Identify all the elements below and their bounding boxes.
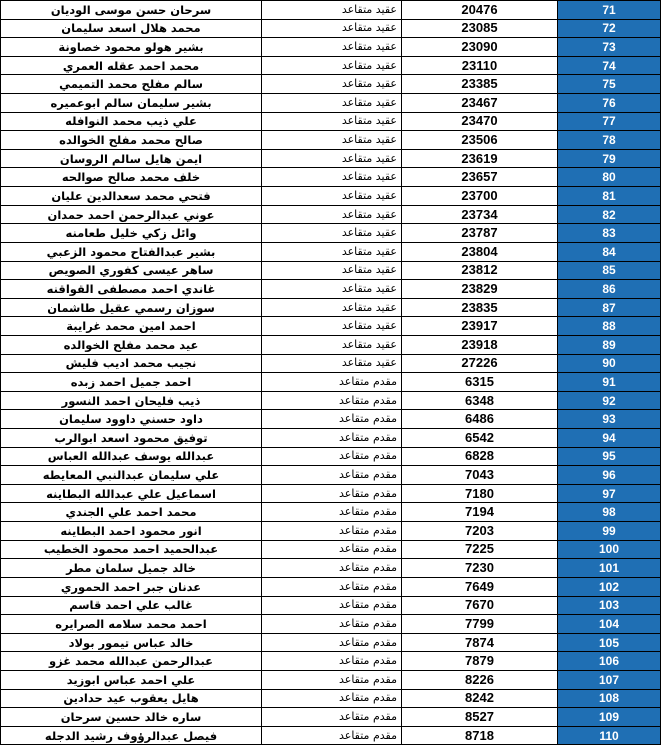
person-name-cell: ايمن هايل سالم الروسان (1, 149, 262, 168)
rank-cell: عقيد متقاعد (262, 56, 402, 75)
table-row (1, 596, 661, 615)
rank-cell: عقيد متقاعد (262, 19, 402, 38)
rank-cell: مقدم متقاعد (262, 577, 402, 596)
service-number-cell: 23804 (402, 242, 558, 261)
sequence-number-cell: 96 (558, 466, 661, 485)
person-name-cell: احمد امين محمد غرايبة (1, 317, 262, 336)
rank-cell: عقيد متقاعد (262, 187, 402, 206)
table-row (1, 354, 661, 373)
person-name-cell: توفيق محمود اسعد ابوالرب (1, 429, 262, 448)
service-number-cell: 7649 (402, 577, 558, 596)
service-number-cell: 7180 (402, 484, 558, 503)
service-number-cell: 23470 (402, 112, 558, 131)
sequence-number-cell: 97 (558, 484, 661, 503)
service-number-cell: 23829 (402, 280, 558, 299)
sequence-number-cell: 75 (558, 75, 661, 94)
rank-cell: عقيد متقاعد (262, 1, 402, 20)
person-name-cell: داود حسني داوود سليمان (1, 410, 262, 429)
table-row (1, 391, 661, 410)
table-row (1, 56, 661, 75)
rank-cell: مقدم متقاعد (262, 429, 402, 448)
table-row (1, 577, 661, 596)
table-row (1, 75, 661, 94)
service-number-cell: 23085 (402, 19, 558, 38)
table-row (1, 224, 661, 243)
person-name-cell: خالد جميل سلمان مطر (1, 559, 262, 578)
person-name-cell: نجيب محمد اديب فليش (1, 354, 262, 373)
table-row (1, 429, 661, 448)
rank-cell: مقدم متقاعد (262, 615, 402, 634)
table-row (1, 298, 661, 317)
person-name-cell: خالد عباس تيمور بولاد (1, 633, 262, 652)
rank-cell: مقدم متقاعد (262, 391, 402, 410)
table-row (1, 633, 661, 652)
person-name-cell: ساره خالد حسين سرحان (1, 708, 262, 727)
person-name-cell: اسماعيل علي عبدالله البطاينه (1, 484, 262, 503)
table-row (1, 615, 661, 634)
sequence-number-cell: 109 (558, 708, 661, 727)
rank-cell: مقدم متقاعد (262, 708, 402, 727)
service-number-cell: 23700 (402, 187, 558, 206)
table-row (1, 19, 661, 38)
table-row (1, 503, 661, 522)
person-name-cell: سالم مفلح محمد التميمي (1, 75, 262, 94)
rank-cell: عقيد متقاعد (262, 280, 402, 299)
table-row (1, 168, 661, 187)
table-row (1, 559, 661, 578)
rank-cell: مقدم متقاعد (262, 689, 402, 708)
table-row (1, 261, 661, 280)
person-name-cell: فيصل عبدالرؤوف رشيد الدجله (1, 726, 262, 745)
table-row (1, 1, 661, 20)
rank-cell: مقدم متقاعد (262, 540, 402, 559)
service-number-cell: 7799 (402, 615, 558, 634)
service-number-cell: 7879 (402, 652, 558, 671)
person-name-cell: عوني عبدالرحمن احمد حمدان (1, 205, 262, 224)
sequence-number-cell: 93 (558, 410, 661, 429)
table-row (1, 522, 661, 541)
rank-cell: عقيد متقاعد (262, 224, 402, 243)
rank-cell: مقدم متقاعد (262, 726, 402, 745)
sequence-number-cell: 94 (558, 429, 661, 448)
person-name-cell: غاندي احمد مصطفى القواقنه (1, 280, 262, 299)
rank-cell: مقدم متقاعد (262, 447, 402, 466)
table-row (1, 317, 661, 336)
person-name-cell: محمد احمد عقله العمري (1, 56, 262, 75)
table-row (1, 335, 661, 354)
person-name-cell: عدنان جبر احمد الحموري (1, 577, 262, 596)
table-row (1, 149, 661, 168)
service-number-cell: 6486 (402, 410, 558, 429)
service-number-cell: 7670 (402, 596, 558, 615)
sequence-number-cell: 101 (558, 559, 661, 578)
sequence-number-cell: 81 (558, 187, 661, 206)
service-number-cell: 23090 (402, 38, 558, 57)
sequence-number-cell: 76 (558, 94, 661, 113)
sequence-number-cell: 91 (558, 373, 661, 392)
sequence-number-cell: 87 (558, 298, 661, 317)
rank-cell: عقيد متقاعد (262, 38, 402, 57)
rank-cell: عقيد متقاعد (262, 149, 402, 168)
service-number-cell: 7230 (402, 559, 558, 578)
table-row (1, 280, 661, 299)
person-name-cell: ذيب فليحان احمد النسور (1, 391, 262, 410)
service-number-cell: 7874 (402, 633, 558, 652)
rank-cell: مقدم متقاعد (262, 373, 402, 392)
sequence-number-cell: 100 (558, 540, 661, 559)
table-row (1, 94, 661, 113)
sequence-number-cell: 80 (558, 168, 661, 187)
rank-cell: مقدم متقاعد (262, 633, 402, 652)
sequence-number-cell: 82 (558, 205, 661, 224)
service-number-cell: 23787 (402, 224, 558, 243)
service-number-cell: 23619 (402, 149, 558, 168)
service-number-cell: 23110 (402, 56, 558, 75)
person-name-cell: احمد محمد سلامه الصرايره (1, 615, 262, 634)
service-number-cell: 8718 (402, 726, 558, 745)
person-name-cell: عبدالرحمن عبدالله محمد غزو (1, 652, 262, 671)
person-name-cell: محمد احمد علي الجندي (1, 503, 262, 522)
rank-cell: مقدم متقاعد (262, 522, 402, 541)
sequence-number-cell: 107 (558, 670, 661, 689)
sequence-number-cell: 77 (558, 112, 661, 131)
sequence-number-cell: 110 (558, 726, 661, 745)
service-number-cell: 8226 (402, 670, 558, 689)
sequence-number-cell: 73 (558, 38, 661, 57)
person-name-cell: غالب علي احمد قاسم (1, 596, 262, 615)
table-row (1, 652, 661, 671)
person-name-cell: محمد هلال اسعد سليمان (1, 19, 262, 38)
sequence-number-cell: 108 (558, 689, 661, 708)
table-row (1, 410, 661, 429)
service-number-cell: 7225 (402, 540, 558, 559)
service-number-cell: 6315 (402, 373, 558, 392)
table-row (1, 131, 661, 150)
rank-cell: مقدم متقاعد (262, 410, 402, 429)
person-name-cell: علي احمد عباس ابوزيد (1, 670, 262, 689)
service-number-cell: 6348 (402, 391, 558, 410)
table-row (1, 373, 661, 392)
table-row (1, 187, 661, 206)
service-number-cell: 8242 (402, 689, 558, 708)
rank-cell: مقدم متقاعد (262, 596, 402, 615)
rank-cell: عقيد متقاعد (262, 354, 402, 373)
table-row (1, 689, 661, 708)
person-name-cell: بشير عبدالفتاح محمود الزعبي (1, 242, 262, 261)
person-name-cell: علي ذيب محمد النوافله (1, 112, 262, 131)
rank-cell: عقيد متقاعد (262, 261, 402, 280)
sequence-number-cell: 84 (558, 242, 661, 261)
sequence-number-cell: 72 (558, 19, 661, 38)
service-number-cell: 7194 (402, 503, 558, 522)
service-number-cell: 23917 (402, 317, 558, 336)
rank-cell: عقيد متقاعد (262, 131, 402, 150)
table-row (1, 447, 661, 466)
sequence-number-cell: 74 (558, 56, 661, 75)
sequence-number-cell: 105 (558, 633, 661, 652)
table-row (1, 540, 661, 559)
sequence-number-cell: 90 (558, 354, 661, 373)
rank-cell: عقيد متقاعد (262, 94, 402, 113)
rank-cell: مقدم متقاعد (262, 670, 402, 689)
person-name-cell: عبدالله يوسف عبدالله العباس (1, 447, 262, 466)
rank-cell: عقيد متقاعد (262, 168, 402, 187)
person-name-cell: سوزان رسمي عقيل طاشمان (1, 298, 262, 317)
service-number-cell: 23467 (402, 94, 558, 113)
person-name-cell: عيد محمد مفلح الخوالده (1, 335, 262, 354)
person-name-cell: خلف محمد صالح صوالحه (1, 168, 262, 187)
service-number-cell: 20476 (402, 1, 558, 20)
sequence-number-cell: 86 (558, 280, 661, 299)
rank-cell: عقيد متقاعد (262, 335, 402, 354)
person-name-cell: علي سليمان عبدالنبي المعايطه (1, 466, 262, 485)
service-number-cell: 23835 (402, 298, 558, 317)
sequence-number-cell: 104 (558, 615, 661, 634)
service-number-cell: 23812 (402, 261, 558, 280)
table-row (1, 484, 661, 503)
person-name-cell: عبدالحميد احمد محمود الخطيب (1, 540, 262, 559)
sequence-number-cell: 92 (558, 391, 661, 410)
service-number-cell: 27226 (402, 354, 558, 373)
person-name-cell: وائل زكي خليل طعامنه (1, 224, 262, 243)
sequence-number-cell: 95 (558, 447, 661, 466)
rank-cell: عقيد متقاعد (262, 242, 402, 261)
sequence-number-cell: 89 (558, 335, 661, 354)
person-name-cell: انور محمود احمد البطاينه (1, 522, 262, 541)
rank-cell: مقدم متقاعد (262, 559, 402, 578)
person-name-cell: هايل يعقوب عيد حدادين (1, 689, 262, 708)
table-row (1, 670, 661, 689)
sequence-number-cell: 99 (558, 522, 661, 541)
rank-cell: مقدم متقاعد (262, 503, 402, 522)
sequence-number-cell: 102 (558, 577, 661, 596)
table-row (1, 708, 661, 727)
rank-cell: عقيد متقاعد (262, 112, 402, 131)
person-name-cell: فتحي محمد سعدالدين عليان (1, 187, 262, 206)
sequence-number-cell: 106 (558, 652, 661, 671)
table-body (1, 1, 661, 745)
table-row (1, 38, 661, 57)
service-number-cell: 7203 (402, 522, 558, 541)
sequence-number-cell: 78 (558, 131, 661, 150)
service-number-cell: 6542 (402, 429, 558, 448)
rank-cell: مقدم متقاعد (262, 484, 402, 503)
table-row (1, 466, 661, 485)
sequence-number-cell: 79 (558, 149, 661, 168)
table-row (1, 205, 661, 224)
rank-cell: مقدم متقاعد (262, 466, 402, 485)
person-name-cell: ساهر عيسى كفوري الصويص (1, 261, 262, 280)
rank-cell: عقيد متقاعد (262, 298, 402, 317)
service-number-cell: 6828 (402, 447, 558, 466)
sequence-number-cell: 88 (558, 317, 661, 336)
sequence-number-cell: 83 (558, 224, 661, 243)
sequence-number-cell: 71 (558, 1, 661, 20)
sequence-number-cell: 98 (558, 503, 661, 522)
rank-cell: عقيد متقاعد (262, 317, 402, 336)
person-name-cell: صالح محمد مفلح الخوالده (1, 131, 262, 150)
service-number-cell: 8527 (402, 708, 558, 727)
person-name-cell: سرحان حسن موسى الوديان (1, 1, 262, 20)
person-name-cell: بشير سليمان سالم ابوعميره (1, 94, 262, 113)
service-number-cell: 23657 (402, 168, 558, 187)
table-row (1, 726, 661, 745)
rank-cell: مقدم متقاعد (262, 652, 402, 671)
service-number-cell: 7043 (402, 466, 558, 485)
sequence-number-cell: 85 (558, 261, 661, 280)
service-number-cell: 23385 (402, 75, 558, 94)
rank-cell: عقيد متقاعد (262, 75, 402, 94)
person-name-cell: بشير هولو محمود خصاونة (1, 38, 262, 57)
service-number-cell: 23734 (402, 205, 558, 224)
person-name-cell: احمد جميل احمد زبده (1, 373, 262, 392)
sequence-number-cell: 103 (558, 596, 661, 615)
rank-cell: عقيد متقاعد (262, 205, 402, 224)
table-row (1, 242, 661, 261)
service-number-cell: 23918 (402, 335, 558, 354)
service-number-cell: 23506 (402, 131, 558, 150)
table-row (1, 112, 661, 131)
